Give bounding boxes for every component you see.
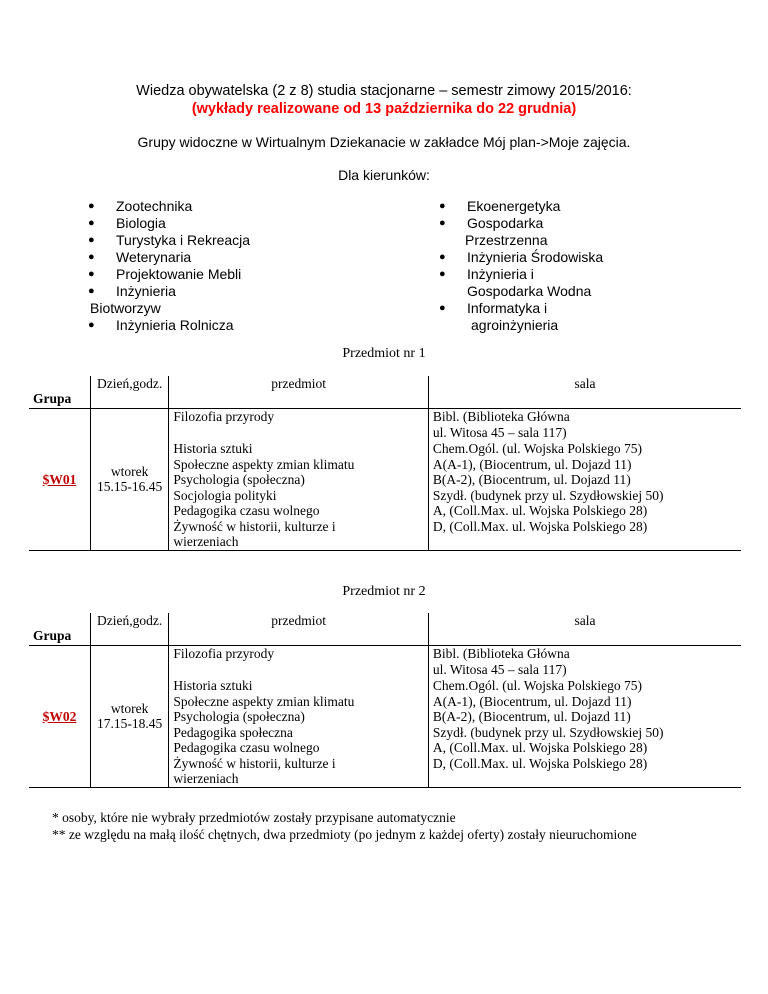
lecture-period: (wykłady realizowane od 13 października do 22 grudnia) (191, 101, 577, 117)
subject-name: Psychologia (społeczna) (173, 709, 305, 724)
subject-cell (169, 409, 429, 442)
room-list (428, 678, 741, 787)
room-name: Chem.Ogól. (ul. Wojska Polskiego 75) (432, 678, 642, 693)
directions-list-left (88, 198, 288, 334)
subject-name: Żywność w historii, kulturze i (173, 755, 336, 771)
direction-item: ● Turystyka i Rekreacja (88, 232, 288, 249)
subject-2-table (29, 613, 741, 788)
subject-name: Filozofia przyrody (173, 646, 275, 661)
subject-name: Historia sztuki (173, 678, 253, 693)
direction-item: ● Inżynieria Biotworzyw (88, 283, 288, 317)
footnote-1: * osoby, które nie wybrały przedmiotów zostały przypisane automatycznie (52, 810, 456, 825)
subject-2-heading: Przedmiot nr 2 (342, 584, 426, 599)
subject-name: Społeczne aspekty zmian klimatu (173, 456, 355, 472)
group-code: $W01 (29, 409, 90, 551)
subject-name: Historia sztuki (173, 441, 253, 456)
day: wtorek (110, 463, 149, 479)
room-name: A, (Coll.Max. ul. Wojska Polskiego 28) (432, 740, 648, 755)
room-name: Szydł. (budynek przy ul. Szydłowskiej 50) (432, 487, 664, 503)
room-name: B(A-2), (Biocentrum, ul. Dojazd 11) (432, 472, 631, 487)
room-name: A(A-1), (Biocentrum, ul. Dojazd 11) (432, 456, 632, 472)
room-name: Chem.Ogól. (ul. Wojska Polskiego 75) (432, 441, 642, 456)
col-header-room: sala (428, 613, 741, 646)
col-header-group: Grupa (33, 390, 72, 406)
footnote-2: ** ze względu na małą ilość chętnych, dwa przedmioty (po jednym z każdej oferty) zostały nieuruchomione (52, 827, 637, 842)
room-name: B(A-2), (Biocentrum, ul. Dojazd 11) (432, 709, 631, 724)
document-title: Wiedza obywatelska (2 z 8) studia stacjonarne – semestr zimowy 2015/2016: (136, 83, 632, 99)
direction-item: ● Ekoenergetyka (439, 198, 639, 215)
room-cell (428, 646, 741, 679)
dean-office-note: Grupy widoczne w Wirtualnym Dziekanacie w zakładce Mój plan->Moje zajęcia. (137, 134, 631, 150)
direction-item: ● Inżynieria Rolnicza (88, 317, 288, 334)
room-name: D, (Coll.Max. ul. Wojska Polskiego 28) (432, 518, 648, 534)
direction-item: ● Weterynaria (88, 249, 288, 266)
room-name: ul. Witosa 45 – sala 117) (432, 661, 567, 677)
room-name: Szydł. (budynek przy ul. Szydłowskiej 50) (432, 724, 664, 740)
day-time-cell (90, 646, 168, 788)
subject-name: Żywność w historii, kulturze i (173, 518, 336, 534)
room-name: Bibl. (Biblioteka Główna (432, 409, 570, 424)
subject-name: Pedagogika czasu wolnego (173, 503, 320, 518)
col-header-subject: przedmiot (169, 376, 429, 409)
subject-list (169, 441, 429, 550)
time: 17.15-18.45 (97, 716, 163, 732)
footnotes (52, 809, 637, 843)
room-name: A(A-1), (Biocentrum, ul. Dojazd 11) (432, 693, 632, 709)
subject-name: Filozofia przyrody (173, 409, 275, 424)
room-name: D, (Coll.Max. ul. Wojska Polskiego 28) (432, 755, 648, 771)
col-header-day: Dzień,godz. (90, 613, 168, 646)
col-header-subject: przedmiot (169, 613, 429, 646)
direction-item: ● Zootechnika (88, 198, 288, 215)
subject-1-table (29, 376, 741, 551)
time: 15.15-16.45 (97, 479, 163, 495)
direction-item: ● Projektowanie Mebli (88, 266, 288, 283)
subject-name: wierzeniach (173, 771, 239, 786)
subject-list (169, 678, 429, 787)
room-name: ul. Witosa 45 – sala 117) (432, 424, 567, 440)
col-header-group: Grupa (33, 627, 72, 643)
direction-item: ● Inżynieria i Gospodarka Wodna (439, 266, 639, 300)
subject-name: wierzeniach (173, 534, 239, 549)
subject-name: Psychologia (społeczna) (173, 472, 305, 487)
subject-name: Pedagogika czasu wolnego (173, 740, 320, 755)
direction-item: ● Informatyka i agroinżynieria (439, 300, 639, 334)
direction-item: ● Gospodarka Przestrzenna (439, 215, 639, 249)
subject-1-heading: Przedmiot nr 1 (342, 346, 426, 361)
document-title-block (0, 82, 768, 118)
subject-name: Społeczne aspekty zmian klimatu (173, 693, 355, 709)
col-header-room: sala (428, 376, 741, 409)
day: wtorek (110, 700, 149, 716)
room-list (428, 441, 741, 550)
direction-item: ● Inżynieria Środowiska (439, 249, 639, 266)
room-cell (428, 409, 741, 442)
subject-name: Pedagogika społeczna (173, 724, 293, 740)
subject-name: Socjologia polityki (173, 487, 277, 503)
room-name: Bibl. (Biblioteka Główna (432, 646, 570, 661)
subject-cell (169, 646, 429, 679)
directions-list-right (439, 198, 639, 334)
room-name: A, (Coll.Max. ul. Wojska Polskiego 28) (432, 503, 648, 518)
col-header-day: Dzień,godz. (90, 376, 168, 409)
day-time-cell (90, 409, 168, 551)
direction-item: ● Biologia (88, 215, 288, 232)
group-code: $W02 (29, 646, 90, 788)
directions-label: Dla kierunków: (338, 167, 430, 183)
